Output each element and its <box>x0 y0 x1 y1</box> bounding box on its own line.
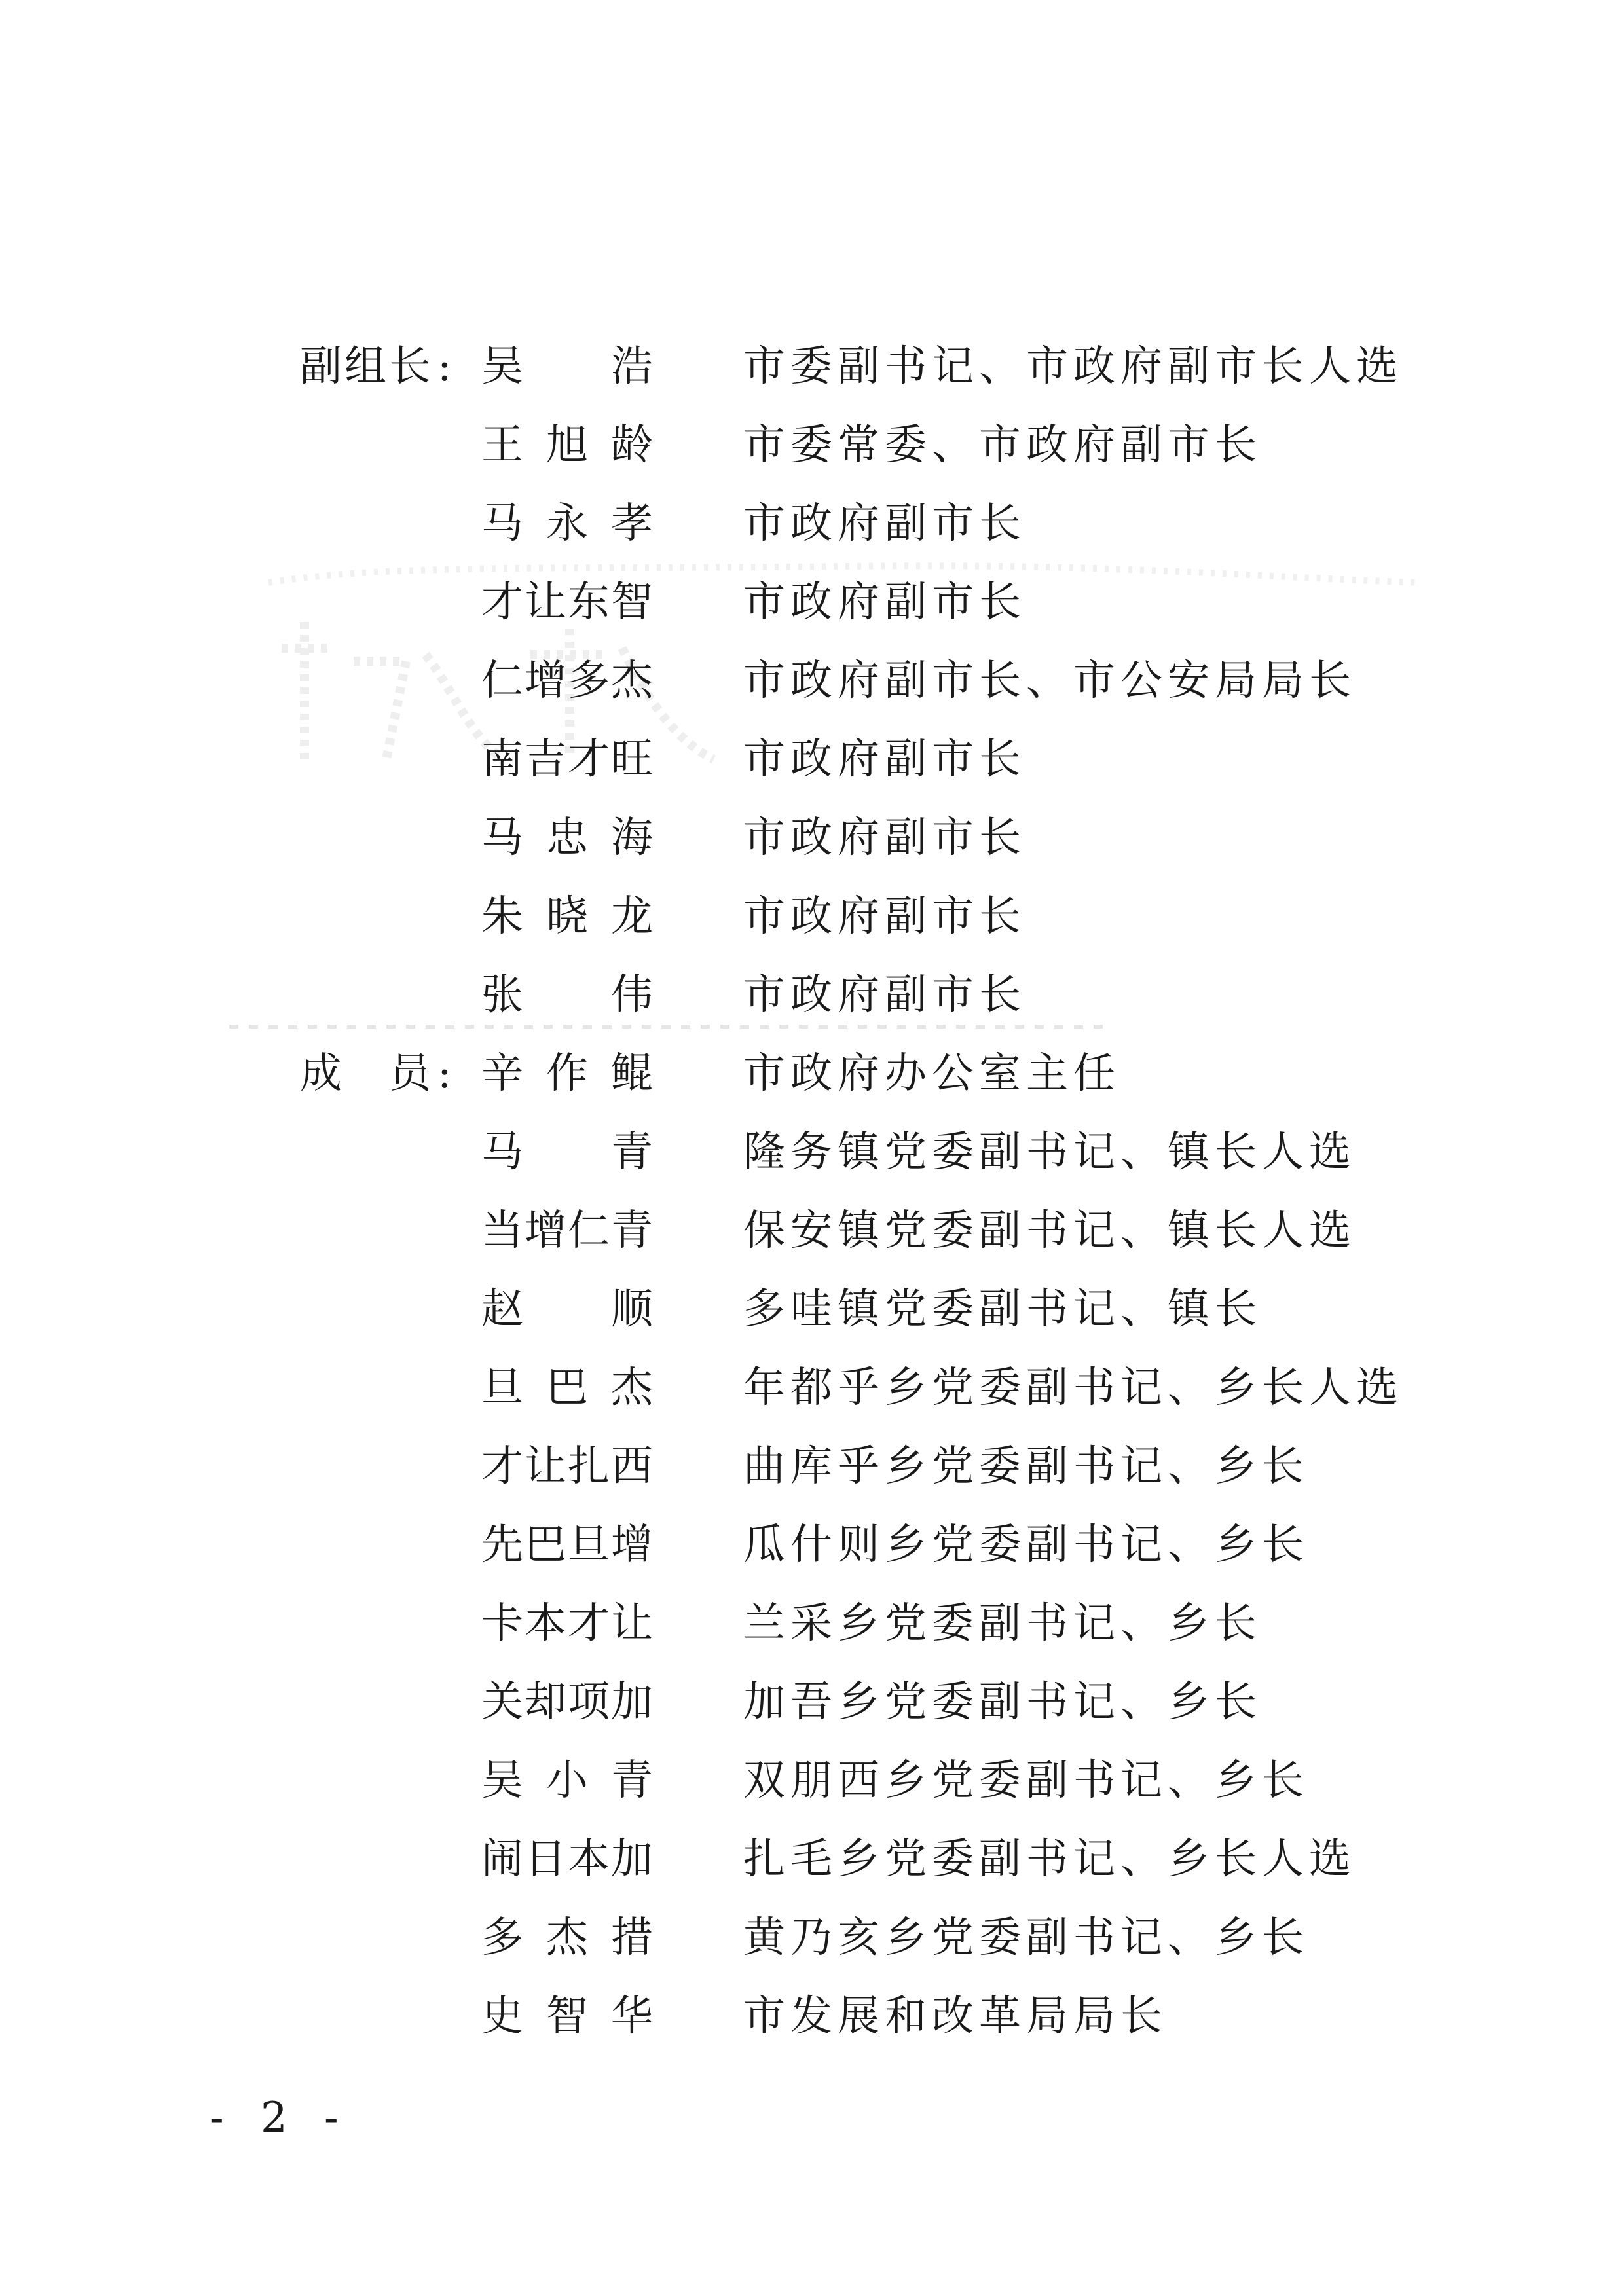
member-position: 市政府副市长、市公安局局长 <box>743 657 1356 705</box>
member-name: 吴 浩 <box>481 342 653 391</box>
member-name: 南 吉 才 旺 <box>481 735 653 784</box>
member-name: 卡 本 才 让 <box>481 1599 653 1648</box>
roster-row <box>0 1584 1624 1663</box>
member-position: 隆务镇党委副书记、镇长人选 <box>743 1128 1356 1176</box>
roster-row <box>0 1192 1624 1270</box>
member-position: 市政府副市长 <box>743 578 1026 627</box>
group-role-colon: : <box>437 1049 452 1098</box>
group-role-label: 副 组 长 <box>300 342 431 391</box>
member-name: 赵 顺 <box>481 1285 653 1334</box>
member-name: 才 让 东 智 <box>481 578 653 627</box>
member-position: 兰采乡党委副书记、乡长 <box>743 1599 1262 1648</box>
roster-row <box>0 1741 1624 1820</box>
member-name: 马 青 <box>481 1128 653 1176</box>
member-position: 黄乃亥乡党委副书记、乡长 <box>743 1914 1309 1962</box>
member-name: 仁 增 多 杰 <box>481 657 653 705</box>
roster-row <box>0 877 1624 956</box>
member-position: 市政府副市长 <box>743 892 1026 941</box>
roster-row <box>0 1113 1624 1192</box>
member-name: 马 永 孝 <box>481 500 653 548</box>
roster-row <box>0 327 1624 406</box>
group-role-colon: : <box>437 342 452 391</box>
roster-row <box>0 1427 1624 1506</box>
roster-row <box>0 1506 1624 1584</box>
roster-row <box>0 1663 1624 1741</box>
member-name: 史 智 华 <box>481 1992 653 2041</box>
member-position: 市政府副市长 <box>743 735 1026 784</box>
member-position: 曲库乎乡党委副书记、乡长 <box>743 1442 1309 1491</box>
member-position: 市发展和改革局局长 <box>743 1992 1168 2041</box>
roster-row <box>0 406 1624 484</box>
member-name: 朱 晓 龙 <box>481 892 653 941</box>
member-position: 市委副书记、市政府副市长人选 <box>743 342 1403 391</box>
member-name: 张 伟 <box>481 971 653 1019</box>
member-name: 马 忠 海 <box>481 814 653 862</box>
member-position: 双朋西乡党委副书记、乡长 <box>743 1757 1309 1805</box>
roster-row <box>0 563 1624 642</box>
member-name: 辛 作 鲲 <box>481 1049 653 1098</box>
member-position: 市政府办公室主任 <box>743 1049 1120 1098</box>
member-position: 市政府副市长 <box>743 971 1026 1019</box>
roster-row <box>0 1270 1624 1349</box>
member-name: 王 旭 龄 <box>481 421 653 469</box>
page-number: - 2 - <box>210 2094 350 2142</box>
member-name: 关 却 项 加 <box>481 1678 653 1726</box>
roster-row <box>0 1820 1624 1899</box>
member-position: 扎毛乡党委副书记、乡长人选 <box>743 1835 1356 1884</box>
roster-row <box>0 956 1624 1034</box>
roster-row <box>0 484 1624 563</box>
member-name: 才 让 扎 西 <box>481 1442 653 1491</box>
member-position: 年都乎乡党委副书记、乡长人选 <box>743 1364 1403 1412</box>
roster-row <box>0 720 1624 799</box>
roster-row <box>0 1977 1624 2056</box>
member-name: 闹 日 本 加 <box>481 1835 653 1884</box>
member-name: 旦 巴 杰 <box>481 1364 653 1412</box>
member-position: 瓜什则乡党委副书记、乡长 <box>743 1521 1309 1569</box>
member-position: 加吾乡党委副书记、乡长 <box>743 1678 1262 1726</box>
roster-row <box>0 1034 1624 1113</box>
member-position: 市政府副市长 <box>743 814 1026 862</box>
roster-row <box>0 1899 1624 1977</box>
member-position: 保安镇党委副书记、镇长人选 <box>743 1207 1356 1255</box>
member-name: 多 杰 措 <box>481 1914 653 1962</box>
member-name: 吴 小 青 <box>481 1757 653 1805</box>
member-name: 先 巴 旦 增 <box>481 1521 653 1569</box>
member-name: 当 增 仁 青 <box>481 1207 653 1255</box>
member-position: 多哇镇党委副书记、镇长 <box>743 1285 1262 1334</box>
roster-row <box>0 1349 1624 1427</box>
roster-row <box>0 642 1624 720</box>
roster-row <box>0 799 1624 877</box>
member-position: 市政府副市长 <box>743 500 1026 548</box>
member-position: 市委常委、市政府副市长 <box>743 421 1262 469</box>
group-role-label: 成 员 <box>300 1049 431 1098</box>
